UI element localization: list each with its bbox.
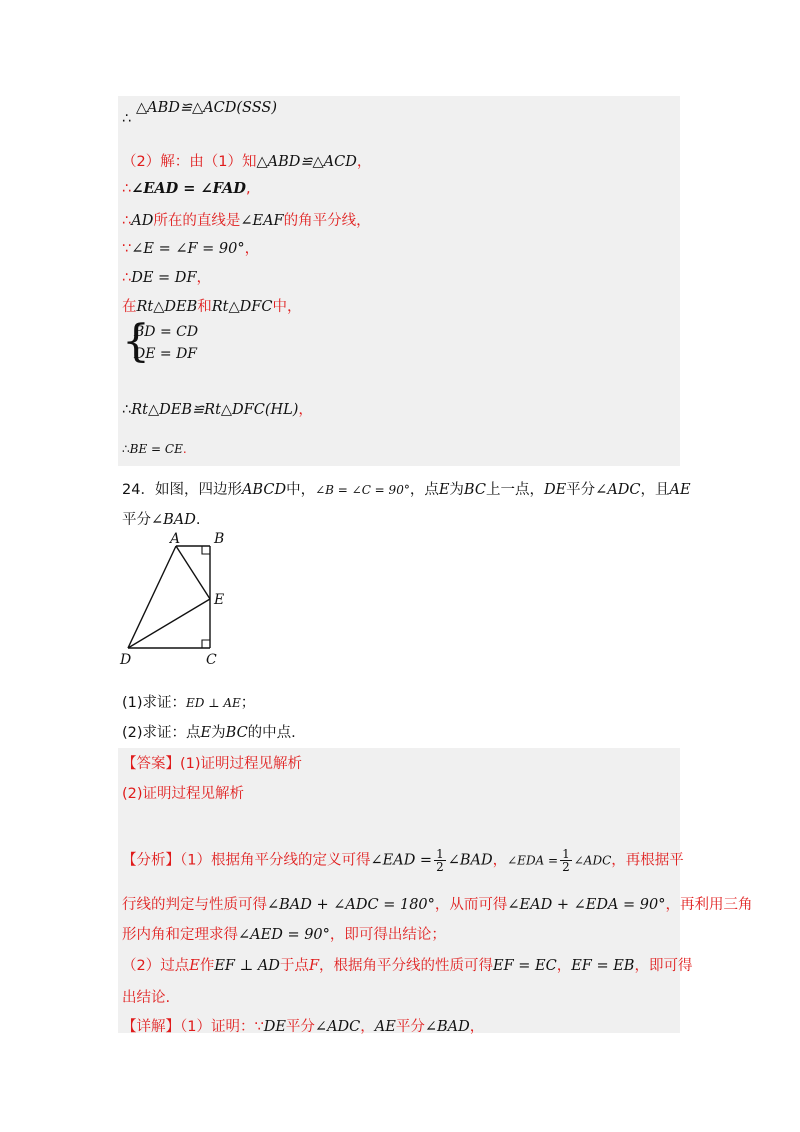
prev-line-9: ∴BE = CE.	[122, 442, 187, 456]
system-line-1: BD = CD	[134, 324, 199, 340]
fraction-half: $\frac{1}{2}$	[436, 847, 444, 874]
answer-line-1: 【答案】(1)证明过程见解析	[122, 756, 303, 772]
prev-line-3: ∴∠EAD = ∠FAD,	[122, 180, 251, 197]
part-1: (1)求证：ED ⊥ AE；	[122, 695, 256, 711]
question-24-line-1: 24．如图，四边形ABCD中，∠B = ∠C = 90°，点E为BC上一点，DE平分∠ADC，且AE	[122, 482, 691, 498]
equation-system-brace: {	[122, 316, 150, 367]
prev-line-2: （2）解：由（1）知△ABD≌△ACD，	[122, 154, 372, 170]
prev-line-1-therefore: ∴	[122, 111, 132, 127]
prev-line-5: ∵∠E = ∠F = 90°，	[122, 241, 260, 257]
quadrilateral-figure	[118, 530, 248, 670]
analysis-line-5: 出结论.	[122, 990, 171, 1006]
prev-line-8: ∴Rt△DEB≌Rt△DFC(HL)，	[122, 402, 313, 418]
fraction-half-2: $\frac{1}{2}$	[562, 847, 570, 874]
label-b: B	[214, 531, 225, 547]
prev-line-1: △ABD≌△ACD(SSS)	[136, 100, 277, 116]
prev-line-7: 在Rt△DEB和Rt△DFC中，	[122, 299, 302, 315]
part-2: (2)求证：点E为BC的中点.	[122, 725, 296, 741]
analysis-line-1: 【分析】（1）根据角平分线的定义可得∠EAD = $\frac{1}{2}$ ∠BAD，∠EDA = $\frac{1}{2}$ ∠ADC，再根据平	[122, 847, 684, 874]
right-angle-mark-b	[202, 546, 210, 554]
system-line-2: DE = DF	[134, 346, 198, 362]
label-e: E	[214, 592, 225, 608]
prev-line-4: ∴AD所在的直线是∠EAF的角平分线，	[122, 213, 371, 229]
right-angle-mark-c	[202, 640, 210, 648]
analysis-line-4: （2）过点E作EF ⊥ AD于点F，根据角平分线的性质可得EF = EC，EF = EB，即可得	[122, 958, 693, 974]
question-24-line-2: 平分∠BAD.	[122, 512, 201, 528]
label-c: C	[206, 652, 217, 668]
answer-line-2: (2)证明过程见解析	[122, 786, 245, 802]
analysis-line-3: 形内角和定理求得∠AED = 90°，即可得出结论；	[122, 927, 446, 943]
label-a: A	[170, 531, 181, 547]
label-d: D	[120, 652, 132, 668]
detail-line-1: 【详解】（1）证明：∵DE平分∠ADC，AE平分∠BAD，	[122, 1019, 485, 1035]
analysis-line-2: 行线的判定与性质可得∠BAD + ∠ADC = 180°，从而可得∠EAD + ∠EDA = 90°，再利用三角	[122, 897, 753, 913]
edge-da	[128, 546, 176, 648]
prev-line-6: ∴DE = DF，	[122, 270, 211, 286]
